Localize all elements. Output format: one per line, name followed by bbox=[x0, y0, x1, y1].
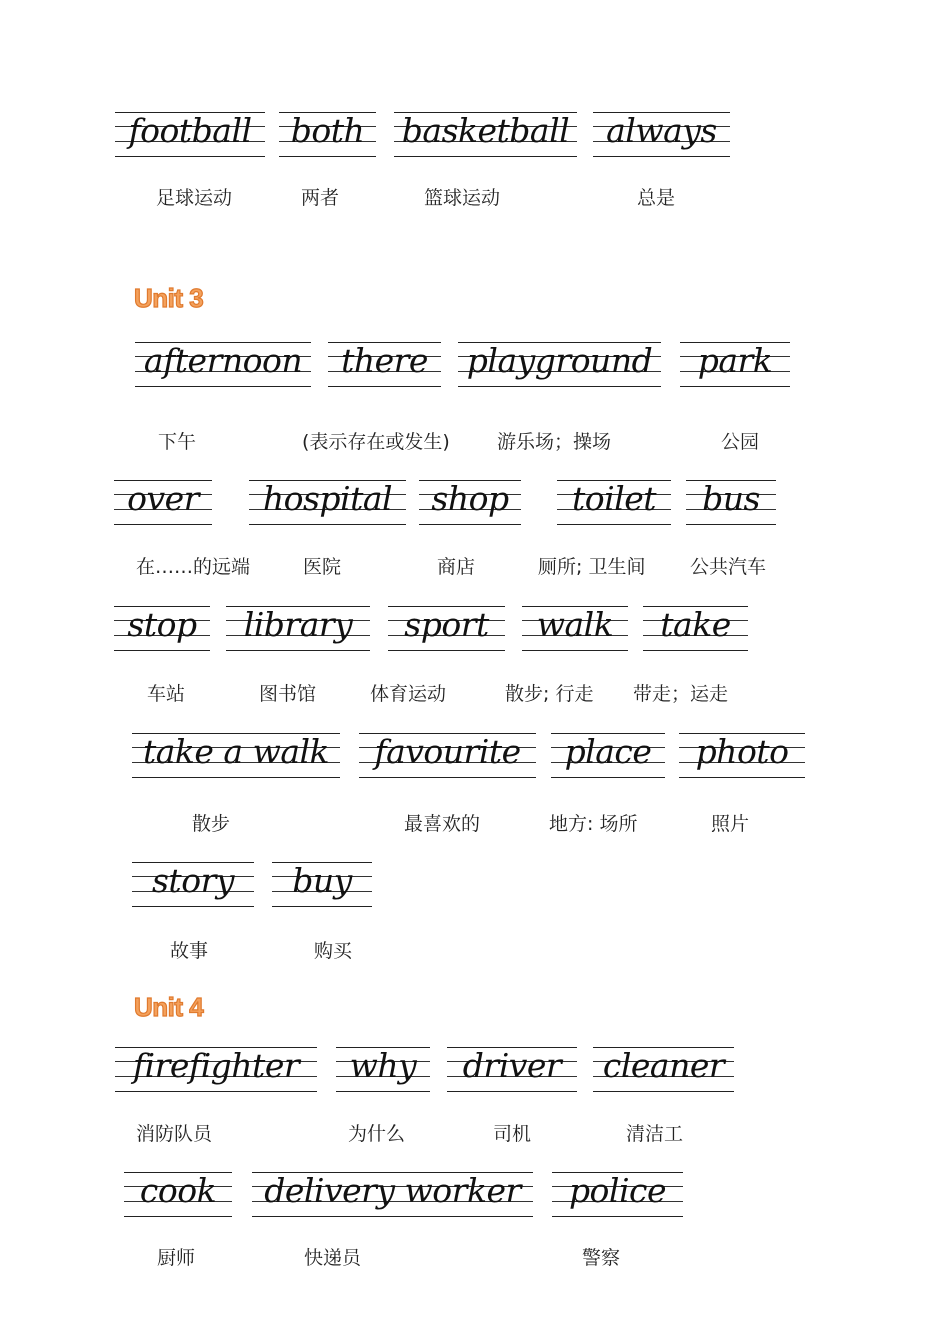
word-box bbox=[226, 606, 370, 654]
chinese-meaning: (表示存在或发生) bbox=[302, 431, 450, 453]
chinese-meaning: 警察 bbox=[582, 1247, 621, 1269]
english-word: hospital bbox=[262, 479, 393, 518]
chinese-meaning: 购买 bbox=[314, 940, 353, 962]
word-box bbox=[135, 342, 311, 390]
chinese-meaning: 照片 bbox=[711, 813, 750, 835]
word-box bbox=[132, 862, 254, 910]
english-word: both bbox=[290, 111, 365, 150]
english-word: afternoon bbox=[143, 341, 303, 380]
chinese-meaning: 最喜欢的 bbox=[404, 813, 481, 835]
english-word: over bbox=[127, 479, 199, 518]
english-word: cook bbox=[139, 1171, 217, 1210]
english-word: photo bbox=[695, 732, 789, 771]
english-word: bus bbox=[702, 479, 760, 518]
chinese-meaning: 故事 bbox=[170, 940, 209, 962]
word-box bbox=[593, 1047, 734, 1095]
word-box bbox=[115, 112, 265, 160]
word-box bbox=[458, 342, 661, 390]
chinese-meaning: 两者 bbox=[301, 187, 340, 209]
chinese-meaning: 公共汽车 bbox=[690, 556, 767, 578]
english-word: sport bbox=[404, 605, 489, 644]
word-box bbox=[249, 480, 406, 528]
english-word: driver bbox=[462, 1046, 562, 1085]
word-box bbox=[593, 112, 730, 160]
chinese-meaning: 厨师 bbox=[157, 1247, 196, 1269]
word-box bbox=[252, 1172, 533, 1220]
chinese-meaning: 带走；运走 bbox=[633, 683, 729, 705]
word-box bbox=[114, 606, 210, 654]
chinese-meaning: 为什么 bbox=[348, 1123, 406, 1145]
chinese-meaning: 商店 bbox=[437, 556, 476, 578]
english-word: police bbox=[568, 1171, 667, 1210]
english-word: basketball bbox=[401, 111, 570, 150]
chinese-meaning: 快递员 bbox=[304, 1247, 362, 1269]
english-word: toilet bbox=[571, 479, 657, 518]
english-word: library bbox=[243, 605, 353, 644]
english-word: always bbox=[606, 111, 717, 150]
english-word: take bbox=[660, 605, 731, 644]
chinese-meaning: 图书馆 bbox=[259, 683, 317, 705]
english-word: cleaner bbox=[602, 1046, 725, 1085]
chinese-meaning: 公园 bbox=[721, 431, 760, 453]
word-box bbox=[557, 480, 671, 528]
chinese-meaning: 篮球运动 bbox=[424, 187, 501, 209]
english-word: firefighter bbox=[132, 1046, 300, 1085]
chinese-meaning: 体育运动 bbox=[370, 683, 447, 705]
word-box bbox=[115, 1047, 317, 1095]
english-word: why bbox=[349, 1046, 417, 1085]
word-box bbox=[447, 1047, 577, 1095]
word-box bbox=[388, 606, 505, 654]
word-box bbox=[336, 1047, 430, 1095]
chinese-meaning: 司机 bbox=[493, 1123, 532, 1145]
word-box bbox=[132, 733, 340, 781]
english-word: walk bbox=[536, 605, 614, 644]
word-box bbox=[551, 733, 665, 781]
chinese-meaning: 总是 bbox=[637, 187, 676, 209]
chinese-meaning: 在……的远端 bbox=[136, 556, 251, 578]
unit-4-heading: Unit 4 bbox=[134, 992, 204, 1022]
chinese-meaning: 游乐场；操场 bbox=[497, 431, 612, 453]
chinese-meaning: 厕所; 卫生间 bbox=[538, 556, 646, 578]
word-box bbox=[124, 1172, 232, 1220]
english-word: playground bbox=[466, 341, 653, 380]
chinese-meaning: 足球运动 bbox=[156, 187, 233, 209]
english-word: favourite bbox=[374, 732, 521, 771]
unit-3-heading: Unit 3 bbox=[134, 283, 204, 313]
word-box bbox=[394, 112, 577, 160]
word-box bbox=[680, 342, 790, 390]
word-box bbox=[679, 733, 805, 781]
chinese-meaning: 散步 bbox=[192, 813, 231, 835]
word-box bbox=[522, 606, 628, 654]
english-word: take a walk bbox=[142, 732, 330, 771]
word-box bbox=[643, 606, 748, 654]
word-box bbox=[328, 342, 441, 390]
word-box bbox=[552, 1172, 683, 1220]
english-word: shop bbox=[431, 479, 509, 518]
chinese-meaning: 下午 bbox=[158, 431, 197, 453]
english-word: delivery worker bbox=[264, 1171, 521, 1210]
english-word: there bbox=[341, 341, 428, 380]
word-box bbox=[686, 480, 776, 528]
chinese-meaning: 地方: 场所 bbox=[549, 813, 638, 835]
english-word: football bbox=[128, 111, 252, 150]
word-box bbox=[272, 862, 372, 910]
word-box bbox=[419, 480, 521, 528]
english-word: buy bbox=[292, 861, 352, 900]
chinese-meaning: 清洁工 bbox=[626, 1123, 684, 1145]
chinese-meaning: 医院 bbox=[303, 556, 342, 578]
english-word: place bbox=[564, 732, 652, 771]
chinese-meaning: 车站 bbox=[147, 683, 186, 705]
word-box bbox=[279, 112, 376, 160]
english-word: stop bbox=[127, 605, 197, 644]
chinese-meaning: 消防队员 bbox=[136, 1123, 213, 1145]
word-box bbox=[114, 480, 212, 528]
word-box bbox=[359, 733, 536, 781]
chinese-meaning: 散步; 行走 bbox=[505, 683, 594, 705]
english-word: park bbox=[697, 341, 773, 380]
english-word: story bbox=[152, 861, 234, 900]
